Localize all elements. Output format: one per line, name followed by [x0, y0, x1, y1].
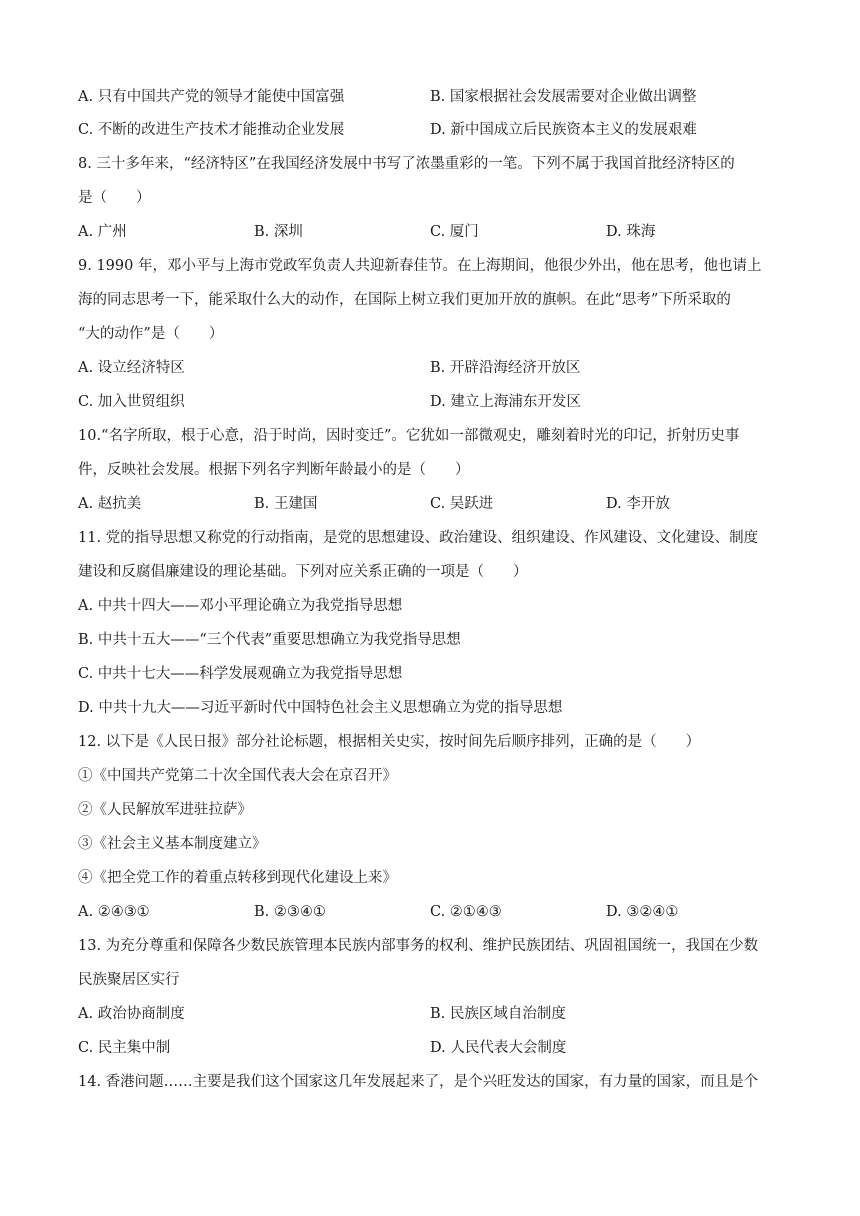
- q12-option-a: A. ②④③①: [78, 904, 150, 920]
- q12-option-c: C. ②①④③: [430, 904, 502, 920]
- q8-option-a: A. 广州: [78, 224, 127, 240]
- q11-option-d: D. 中共十九大——习近平新时代中国特色社会主义思想确立为党的指导思想: [78, 700, 563, 716]
- q12-item-2: ②《人民解放军进驻拉萨》: [78, 802, 252, 818]
- q8-option-b: B. 深圳: [254, 224, 303, 240]
- q11-option-b: B. 中共十五大——“三个代表”重要思想确立为我党指导思想: [78, 632, 461, 648]
- q12-item-4: ④《把全党工作的着重点转移到现代化建设上来》: [78, 870, 397, 886]
- q10-stem-line-1: 10.“名字所取，根于心意，沿于时尚，因时变迁”。它犹如一部微观史，雕刻着时光的印记，折射历史事: [78, 428, 740, 444]
- q10-option-a: A. 赵抗美: [78, 496, 142, 512]
- q13-option-d: D. 人民代表大会制度: [430, 1040, 567, 1056]
- q9-stem-line-2: 海的同志思考一下，能采取什么大的动作，在国际上树立我们更加开放的旗帜。在此“思考”下所采取的: [78, 292, 731, 308]
- q8-stem-line-1: 8. 三十多年来，“经济特区”在我国经济发展中书写了浓墨重彩的一笔。下列不属于我国首批经济特区的: [78, 156, 735, 172]
- q10-option-c: C. 吴跃进: [430, 496, 494, 512]
- q13-option-b: B. 民族区域自治制度: [430, 1006, 566, 1022]
- q9-stem-line-3: “大的动作”是（ ）: [78, 326, 224, 342]
- q11-option-a: A. 中共十四大——邓小平理论确立为我党指导思想: [78, 598, 403, 614]
- q12-item-3: ③《社会主义基本制度建立》: [78, 836, 267, 852]
- q7-option-a: A. 只有中国共产党的领导才能使中国富强: [78, 89, 345, 105]
- q10-option-d: D. 李开放: [606, 496, 670, 512]
- q7-option-b: B. 国家根据社会发展需要对企业做出调整: [430, 89, 697, 105]
- q10-option-b: B. 王建国: [254, 496, 318, 512]
- q12-item-1: ①《中国共产党第二十次全国代表大会在京召开》: [78, 768, 397, 784]
- q9-option-c: C. 加入世贸组织: [78, 394, 185, 410]
- q9-option-d: D. 建立上海浦东开发区: [430, 394, 581, 410]
- q13-stem-line-2: 民族聚居区实行: [78, 972, 180, 988]
- q11-option-c: C. 中共十七大——科学发展观确立为我党指导思想: [78, 666, 403, 682]
- q10-stem-line-2: 件，反映社会发展。根据下列名字判断年龄最小的是（ ）: [78, 462, 470, 478]
- q12-option-b: B. ②③④①: [254, 904, 326, 920]
- q7-option-c: C. 不断的改进生产技术才能推动企业发展: [78, 122, 345, 138]
- q7-option-d: D. 新中国成立后民族资本主义的发展艰难: [430, 122, 697, 138]
- q13-stem-line-1: 13. 为充分尊重和保障各少数民族管理本民族内部事务的权利、维护民族团结、巩固祖国统一，我国在少数: [78, 938, 759, 954]
- q9-stem-line-1: 9. 1990 年，邓小平与上海市党政军负责人共迎新春佳节。在上海期间，他很少外出，他在思考，他也请上: [78, 258, 762, 274]
- q14-stem-line-1: 14. 香港问题……主要是我们这个国家这几年发展起来了，是个兴旺发达的国家，有力量的国家，而且是个: [78, 1074, 759, 1090]
- q8-option-c: C. 厦门: [430, 224, 479, 240]
- q12-option-d: D. ③②④①: [606, 904, 679, 920]
- q11-stem-line-1: 11. 党的指导思想又称党的行动指南，是党的思想建设、政治建设、组织建设、作风建设、文化建设、制度: [78, 530, 759, 546]
- q13-option-c: C. 民主集中制: [78, 1040, 171, 1056]
- q13-option-a: A. 政治协商制度: [78, 1006, 185, 1022]
- q11-stem-line-2: 建设和反腐倡廉建设的理论基础。下列对应关系正确的一项是（ ）: [78, 564, 528, 580]
- q12-stem-line-1: 12. 以下是《人民日报》部分社论标题，根据相关史实，按时间先后顺序排列，正确的是（ ）: [78, 734, 701, 750]
- q9-option-a: A. 设立经济特区: [78, 360, 185, 376]
- q8-stem-line-2: 是（ ）: [78, 190, 151, 206]
- q9-option-b: B. 开辟沿海经济开放区: [430, 360, 581, 376]
- q8-option-d: D. 珠海: [606, 224, 656, 240]
